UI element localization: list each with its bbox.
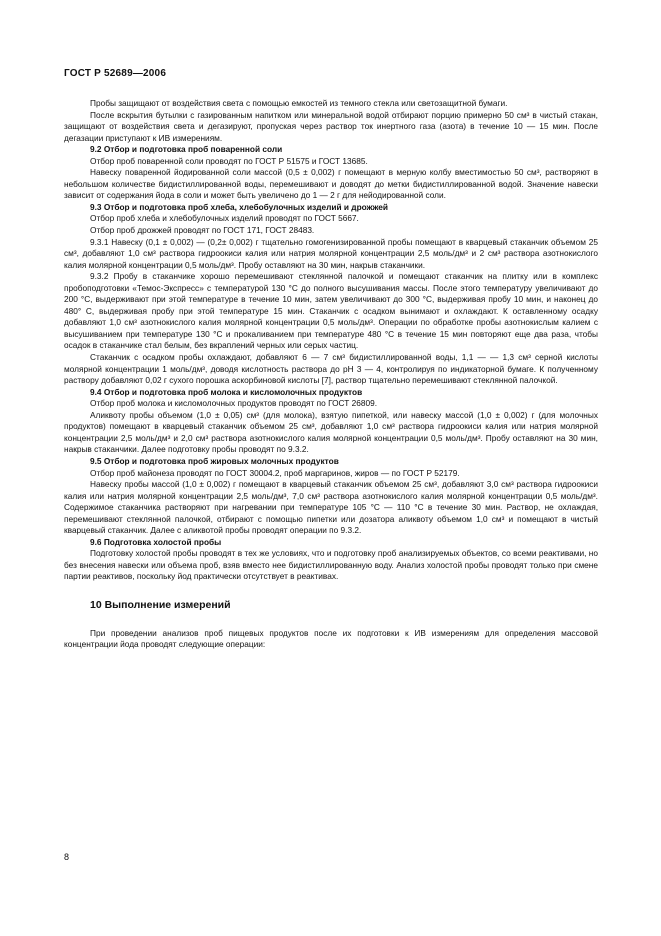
paragraph: Пробы защищают от воздействия света с помощью емкостей из темного стекла или светозащитной бумаги. bbox=[90, 98, 508, 108]
paragraph: После вскрытия бутылки с газированным напитком или минеральной водой отбирают порцию примерно 50 см³ в чистый стакан, защищают от воздействия света и дегазируют, пропуская через раствор ток инертного газа (азота) в течение 10 — 15 мин. После дегазации приступают к ИВ измерениям. bbox=[64, 109, 598, 143]
paragraph: Отбор проб дрожжей проводят по ГОСТ 171, ГОСТ 28483. bbox=[90, 225, 315, 236]
paragraph: Навеску пробы массой (1,0 ± 0,002) г помещают в кварцевый стаканчик объемом 25 см³, добавляют 3,0 см³ раствора гидроокиси калия или натрия молярной концентрации 2,5 моль/дм³, 7,0 см³ раствора азотнокислого калия молярной концентрации 0,5 моль/дм³. Содержимое стаканчика растворяют при нагревании при температуре 105 °С — 110 °С в течение 30 мин. Раствор, не охлаждая, перемешивают стеклянной палочкой, отбирают с помощью пипетки или дозатора аликвоту объемом 1,0 см³ и помещают в чистый кварцевый стаканчик. Далее с аликвотой пробы проводят операции по 9.3.2. bbox=[64, 479, 598, 536]
section-heading: 9.3 Отбор и подготовка проб хлеба, хлебобулочных изделий и дрожжей bbox=[90, 201, 388, 212]
paragraph: 9.3.2 Пробу в стаканчике хорошо перемешивают стеклянной палочкой и помещают стаканчик на плитку или в комплекс пробоподготовки «Темос-Экспресс» с температурой 130 °С до полного высушивания массы. После этого температуру увеличивают до 200 °С, выдерживают при этой температуре в течение 10 мин, затем увеличивают до 300 °С, выдерживая пробу 10 мин, и наконец до 480° С, выдерживая пробу при этой температуре 15 мин. Стаканчик с осадком вынимают и охлаждают. К оставленному осадку добавляют 1,0 см³ азотнокислого калия молярной концентрации 0,5 моль/дм³. Операции по обработке пробы азотнокислым калием с высушиванием при температуре 130 °С и прокаливанием при температуре 480 °С в течение 15 мин повторяют еще два раза, чтобы осадок в стаканчике стал белым, без вкраплений черных или серых частиц. bbox=[64, 271, 598, 351]
paragraph: 9.3.1 Навеску (0,1 ± 0,002) — (0,2± 0,002) г тщательно гомогенизированной пробы помещают в кварцевый стаканчик объемом 25 см³, добавляют 1,0 см³ раствора гидроокиси калия или натрия молярной концентрации 2,5 моль/дм³ и 2 см³ раствора азотнокислого калия молярной концентрации 0,5 моль/дм³. Пробу оставляют на 30 мин, накрыв стаканчики. bbox=[64, 236, 598, 270]
paragraph: Отбор проб поваренной соли проводят по ГОСТ Р 51575 и ГОСТ 13685. bbox=[90, 155, 368, 166]
paragraph: Стаканчик с осадком пробы охлаждают, добавляют 6 — 7 см³ бидистиллированной воды, 1,1 — — 1,3 см³ серной кислоты молярной концентрации 1 моль/дм³, доводя кислотность раствора до рН 3 — 4, контролируя по индикаторной бумаге. К полученному раствору добавляют 0,02 г сухого порошка аскорбиновой кислоты [7], раствор тщательно перемешивают стеклянной палочкой. bbox=[64, 352, 598, 386]
paragraph: Аликвоту пробы объемом (1,0 ± 0,05) см³ (для молока), взятую пипеткой, или навеску массой (1,0 ± 0,002) г (для молочных продуктов) помещают в кварцевый стаканчик объемом 25 см³, добавляют 1,0 см³ раствора гидроокиси калия или натрия молярной концентрации 2,5 моль/дм³ и 2,0 см³ раствора азотнокислого калия молярной концентрации 0,5 моль/дм³. Пробу оставляют на 30 мин, накрыв стаканчики. Далее подготовку пробы проводят по 9.3.2. bbox=[64, 409, 598, 455]
paragraph: Отбор проб молока и кисломолочных продуктов проводят по ГОСТ 26809. bbox=[90, 398, 378, 409]
standard-code-header: ГОСТ Р 52689—2006 bbox=[64, 68, 167, 79]
paragraph: Подготовку холостой пробы проводят в тех же условиях, что и подготовку проб анализируемых объектов, со всеми реактивами, но без внесения навески или объема проб, взяв вместо нее бидистиллированную воду. Анализ холостой пробы проводят только при смене партии реактивов, поскольку йод практически отсутствует в реактивах. bbox=[64, 548, 598, 582]
section-heading: 9.5 Отбор и подготовка проб жировых молочных продуктов bbox=[90, 455, 339, 466]
page-number: 8 bbox=[64, 852, 70, 862]
paragraph: Отбор проб хлеба и хлебобулочных изделий проводят по ГОСТ 5667. bbox=[90, 213, 359, 224]
section-heading: 9.2 Отбор и подготовка проб поваренной соли bbox=[90, 144, 283, 155]
document-body bbox=[64, 98, 598, 651]
section-10-text: При проведении анализов проб пищевых продуктов после их подготовки к ИВ измерениям для определения массовой концентрации йода проводят следующие операции: bbox=[64, 627, 598, 650]
paragraph: Навеску поваренной йодированной соли массой (0,5 ± 0,002) г помещают в мерную колбу вместимостью 50 см³, растворяют в небольшом количестве бидистиллированной воды, перемешивают и доводят до метки бидистиллированной водой. Значение навески зависит от содержания йода в соли и может быть увеличено до 1 — 2 г для нейодированной соли. bbox=[64, 167, 598, 201]
paragraph: Отбор проб майонеза проводят по ГОСТ 30004.2, проб маргаринов, жиров — по ГОСТ Р 52179. bbox=[90, 467, 460, 478]
section-10-title: 10 Выполнение измерений bbox=[90, 598, 231, 611]
paragraph-list bbox=[64, 98, 598, 583]
section-heading: 9.6 Подготовка холостой пробы bbox=[90, 536, 222, 547]
section-heading: 9.4 Отбор и подготовка проб молока и кисломолочных продуктов bbox=[90, 386, 363, 397]
